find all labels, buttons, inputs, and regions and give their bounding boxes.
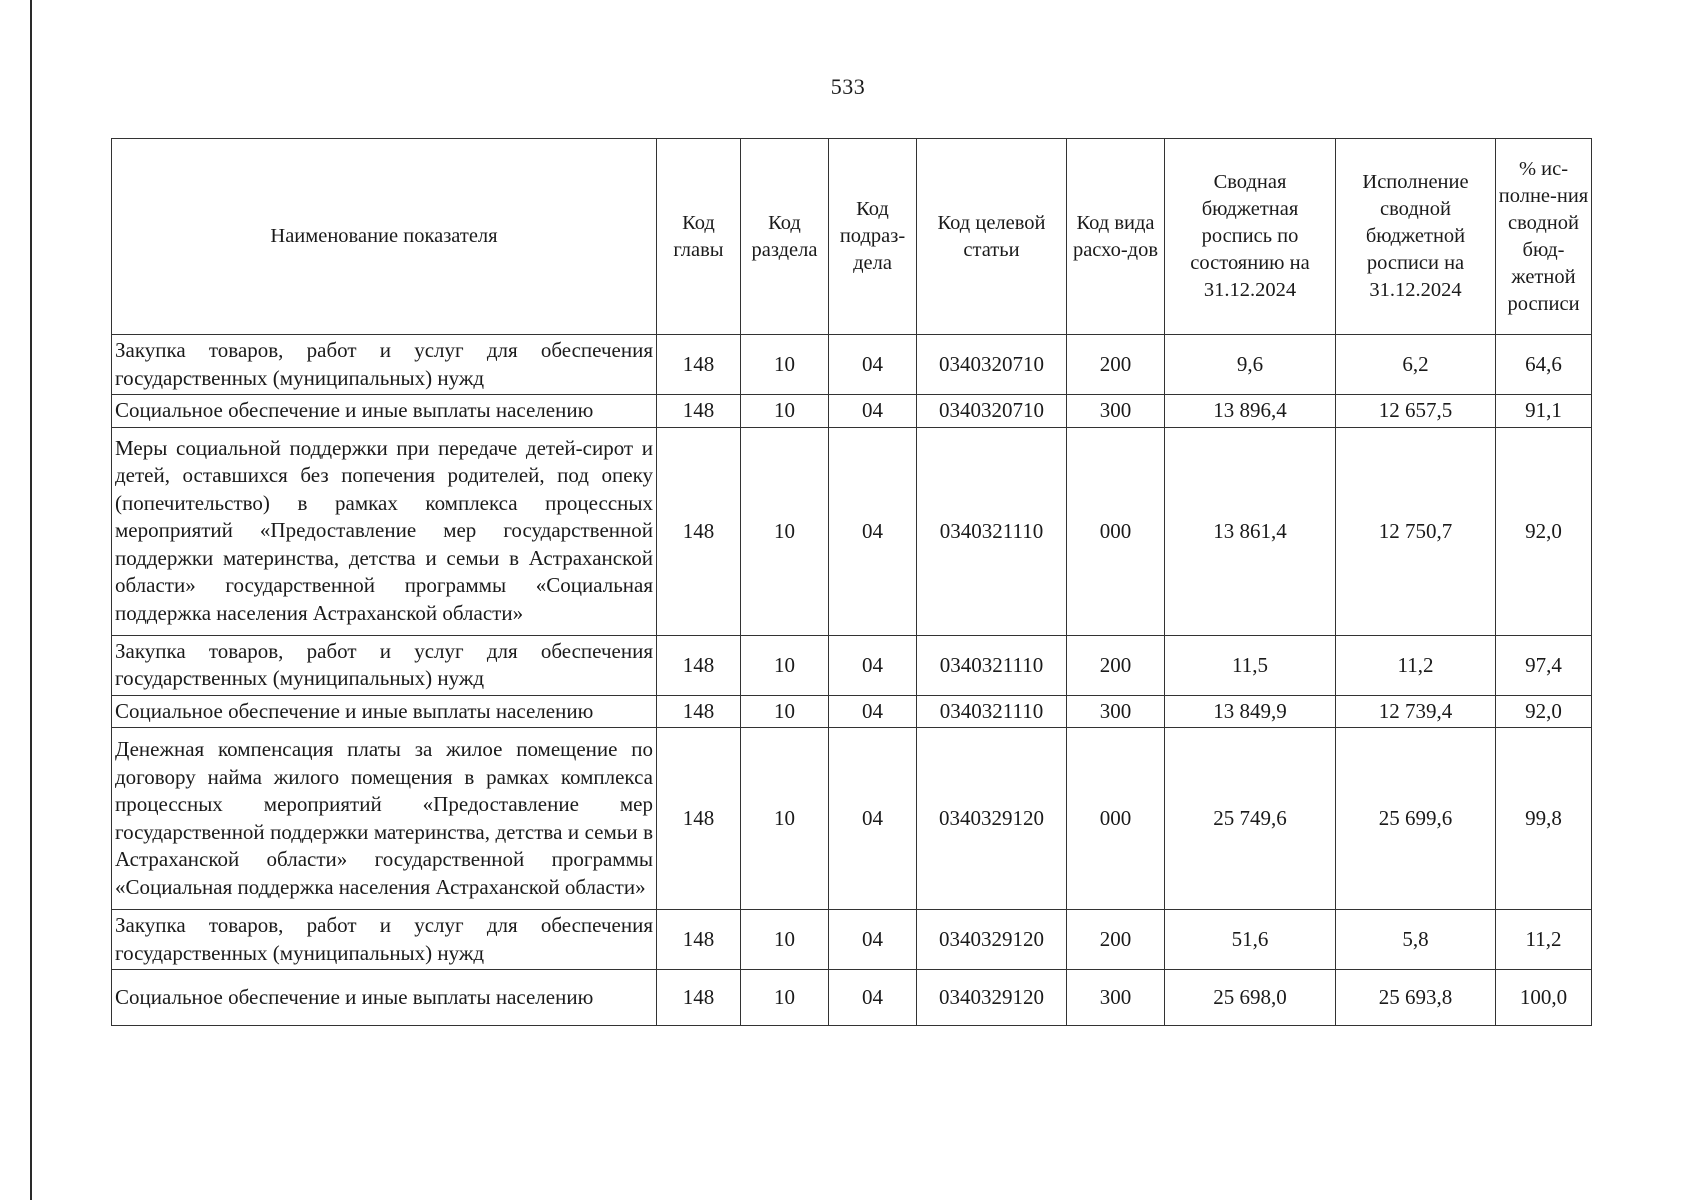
target-article-code-cell: 0340321110: [917, 635, 1067, 695]
budget-plan-cell: 9,6: [1165, 335, 1336, 395]
budget-plan-cell: 13 896,4: [1165, 395, 1336, 428]
budget-execution-cell: 12 750,7: [1336, 427, 1496, 635]
subsection-code-cell: 04: [829, 335, 917, 395]
table-body: [112, 335, 1592, 1026]
execution-percent-cell: 100,0: [1496, 970, 1592, 1026]
header-execution-percent: % ис-полне-ния сводной бюд-жетной росписи: [1496, 139, 1592, 335]
indicator-name-cell: Денежная компенсация платы за жилое помещение по договору найма жилого помещения в рамках комплекса процессных мероприятий «Предоставление мер государственной поддержки материнства, детства и семьи в Астраханской области» государственной программы «Социальная поддержка населения Астраханской области»: [112, 728, 657, 910]
section-code-cell: 10: [741, 427, 829, 635]
execution-percent-cell: 97,4: [1496, 635, 1592, 695]
table-row: [112, 728, 1592, 910]
execution-percent-cell: 91,1: [1496, 395, 1592, 428]
chapter-code-cell: 148: [657, 728, 741, 910]
indicator-name-cell: Закупка товаров, работ и услуг для обеспечения государственных (муниципальных) нужд: [112, 635, 657, 695]
section-code-cell: 10: [741, 695, 829, 728]
budget-plan-cell: 13 861,4: [1165, 427, 1336, 635]
header-subsection-code: Код подраз-дела: [829, 139, 917, 335]
indicator-name-cell: Закупка товаров, работ и услуг для обеспечения государственных (муниципальных) нужд: [112, 910, 657, 970]
budget-execution-cell: 12 739,4: [1336, 695, 1496, 728]
execution-percent-cell: 64,6: [1496, 335, 1592, 395]
target-article-code-cell: 0340320710: [917, 335, 1067, 395]
chapter-code-cell: 148: [657, 635, 741, 695]
header-budget-plan: Сводная бюджетная роспись по состоянию на 31.12.2024: [1165, 139, 1336, 335]
target-article-code-cell: 0340329120: [917, 728, 1067, 910]
chapter-code-cell: 148: [657, 695, 741, 728]
header-indicator-name: Наименование показателя: [112, 139, 657, 335]
target-article-code-cell: 0340321110: [917, 427, 1067, 635]
page-number: 533: [830, 74, 866, 99]
indicator-name-cell: Закупка товаров, работ и услуг для обеспечения государственных (муниципальных) нужд: [112, 335, 657, 395]
table-row: [112, 635, 1592, 695]
expense-type-code-cell: 300: [1067, 970, 1165, 1026]
indicator-name-cell: Социальное обеспечение и иные выплаты населению: [112, 695, 657, 728]
expense-type-code-cell: 300: [1067, 695, 1165, 728]
section-code-cell: 10: [741, 910, 829, 970]
section-code-cell: 10: [741, 335, 829, 395]
table-row: [112, 970, 1592, 1026]
subsection-code-cell: 04: [829, 728, 917, 910]
chapter-code-cell: 148: [657, 910, 741, 970]
subsection-code-cell: 04: [829, 395, 917, 428]
indicator-name-cell: Меры социальной поддержки при передаче детей-сирот и детей, оставшихся без попечения родителей, под опеку (попечительство) в рамках комплекса процессных мероприятий «Предоставление мер государственной поддержки материнства, детства и семьи в Астраханской области» государственной программы «Социальная поддержка населения Астраханской области»: [112, 427, 657, 635]
indicator-name-cell: Социальное обеспечение и иные выплаты населению: [112, 970, 657, 1026]
table-header-row: [112, 139, 1592, 335]
expense-type-code-cell: 000: [1067, 728, 1165, 910]
table-row: [112, 695, 1592, 728]
table-row: [112, 335, 1592, 395]
budget-plan-cell: 51,6: [1165, 910, 1336, 970]
subsection-code-cell: 04: [829, 970, 917, 1026]
indicator-name-cell: Социальное обеспечение и иные выплаты населению: [112, 395, 657, 428]
section-code-cell: 10: [741, 395, 829, 428]
header-expense-type-code: Код вида расхо-дов: [1067, 139, 1165, 335]
budget-execution-cell: 25 693,8: [1336, 970, 1496, 1026]
expense-type-code-cell: 200: [1067, 635, 1165, 695]
budget-execution-cell: 25 699,6: [1336, 728, 1496, 910]
chapter-code-cell: 148: [657, 427, 741, 635]
subsection-code-cell: 04: [829, 427, 917, 635]
budget-plan-cell: 11,5: [1165, 635, 1336, 695]
target-article-code-cell: 0340321110: [917, 695, 1067, 728]
section-code-cell: 10: [741, 970, 829, 1026]
table-row: [112, 395, 1592, 428]
chapter-code-cell: 148: [657, 970, 741, 1026]
section-code-cell: 10: [741, 728, 829, 910]
header-budget-execution: Исполнение сводной бюджетной росписи на 31.12.2024: [1336, 139, 1496, 335]
table-row: [112, 427, 1592, 635]
target-article-code-cell: 0340320710: [917, 395, 1067, 428]
expense-type-code-cell: 300: [1067, 395, 1165, 428]
budget-execution-cell: 11,2: [1336, 635, 1496, 695]
execution-percent-cell: 99,8: [1496, 728, 1592, 910]
execution-percent-cell: 11,2: [1496, 910, 1592, 970]
budget-plan-cell: 25 749,6: [1165, 728, 1336, 910]
budget-execution-cell: 12 657,5: [1336, 395, 1496, 428]
scan-edge-line: [30, 0, 32, 1200]
budget-execution-cell: 5,8: [1336, 910, 1496, 970]
chapter-code-cell: 148: [657, 395, 741, 428]
subsection-code-cell: 04: [829, 695, 917, 728]
budget-execution-table: [111, 138, 1592, 1026]
execution-percent-cell: 92,0: [1496, 427, 1592, 635]
expense-type-code-cell: 200: [1067, 335, 1165, 395]
header-section-code: Код раздела: [741, 139, 829, 335]
chapter-code-cell: 148: [657, 335, 741, 395]
table-row: [112, 910, 1592, 970]
expense-type-code-cell: 000: [1067, 427, 1165, 635]
expense-type-code-cell: 200: [1067, 910, 1165, 970]
subsection-code-cell: 04: [829, 910, 917, 970]
target-article-code-cell: 0340329120: [917, 970, 1067, 1026]
budget-plan-cell: 25 698,0: [1165, 970, 1336, 1026]
header-target-article-code: Код целевой статьи: [917, 139, 1067, 335]
budget-plan-cell: 13 849,9: [1165, 695, 1336, 728]
header-chapter-code: Код главы: [657, 139, 741, 335]
section-code-cell: 10: [741, 635, 829, 695]
target-article-code-cell: 0340329120: [917, 910, 1067, 970]
subsection-code-cell: 04: [829, 635, 917, 695]
budget-execution-cell: 6,2: [1336, 335, 1496, 395]
execution-percent-cell: 92,0: [1496, 695, 1592, 728]
